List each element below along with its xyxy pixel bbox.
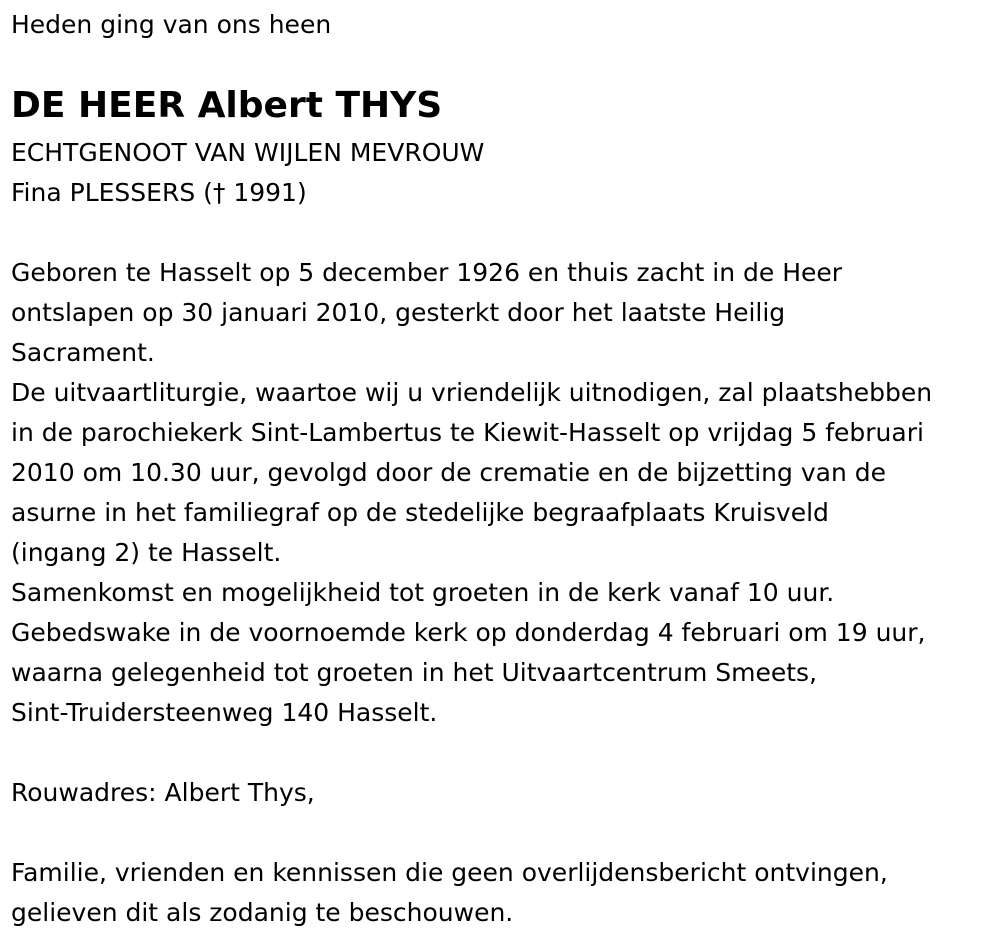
- body-line: 2010 om 10.30 uur, gevolgd door de crematie en de bijzetting van de: [11, 458, 886, 487]
- closing-block: [11, 853, 888, 933]
- deceased-name: DE HEER Albert THYS: [11, 85, 443, 126]
- body-line: waarna gelegenheid tot groeten in het Uitvaartcentrum Smeets,: [11, 658, 818, 687]
- body-line: Geboren te Hasselt op 5 december 1926 en thuis zacht in de Heer: [11, 258, 843, 287]
- notice-body: [11, 253, 932, 733]
- body-line: ontslapen op 30 januari 2010, gesterkt door het laatste Heilig: [11, 298, 786, 327]
- body-line: Samenkomst en mogelijkheid tot groeten in de kerk vanaf 10 uur.: [11, 578, 835, 607]
- body-line: De uitvaartliturgie, waartoe wij u vriendelijk uitnodigen, zal plaatshebben: [11, 378, 933, 407]
- spouse-line: ECHTGENOOT VAN WIJLEN MEVROUW: [11, 138, 485, 167]
- body-line: in de parochiekerk Sint-Lambertus te Kiewit-Hasselt op vrijdag 5 februari: [11, 418, 924, 447]
- body-line: asurne in het familiegraf op de stedelijke begraafplaats Kruisveld: [11, 498, 829, 527]
- spouse-line: Fina PLESSERS († 1991): [11, 178, 307, 207]
- intro-text: Heden ging van ons heen: [11, 10, 332, 39]
- body-line: Sint-Truidersteenweg 140 Hasselt.: [11, 698, 438, 727]
- spouse-block: [11, 133, 484, 213]
- body-line: Gebedswake in de voornoemde kerk op donderdag 4 februari om 19 uur,: [11, 618, 926, 647]
- closing-line: gelieven dit als zodanig te beschouwen.: [11, 898, 514, 927]
- closing-line: Familie, vrienden en kennissen die geen overlijdensbericht ontvingen,: [11, 858, 888, 887]
- body-line: Sacrament.: [11, 338, 155, 367]
- body-line: (ingang 2) te Hasselt.: [11, 538, 282, 567]
- rouwadres-text: Rouwadres: Albert Thys,: [11, 778, 315, 807]
